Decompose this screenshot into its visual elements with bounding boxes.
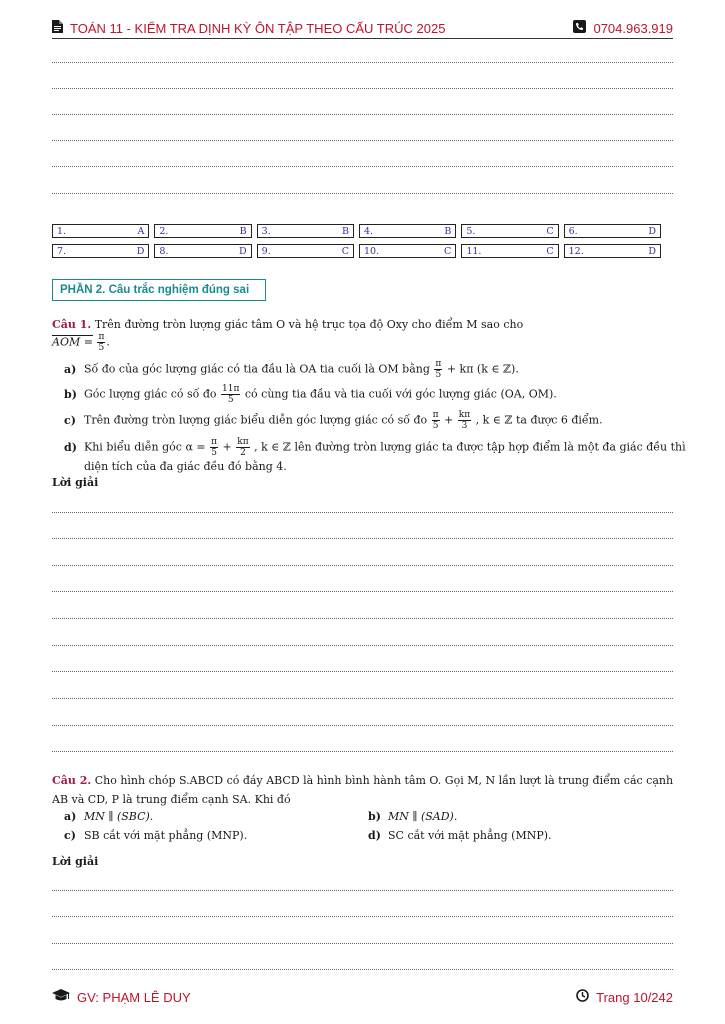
q2-stem	[52, 774, 673, 788]
answer-line	[52, 114, 673, 115]
q2-stem-text: Cho hình chóp S.ABCD có đáy ABCD là hình bình hành tâm O. Gọi M, N lần lượt là trung điểm các cạnh	[94, 774, 674, 787]
fraction: $\frac{\pi}{5}$	[432, 410, 439, 431]
header-title: TOÁN 11 - KIỂM TRA DỊNH KỲ ÔN TẬP THEO CẤU TRÚC 2025	[70, 20, 446, 36]
answer-line	[52, 140, 673, 141]
clock-icon	[576, 989, 589, 1005]
q2-option-b: b) MN ∥ (SAD).	[368, 810, 458, 823]
answer-cell: 3. B	[257, 224, 354, 238]
fraction: $\frac{k\pi}{2}$	[237, 437, 249, 458]
q1-stem-math: AOM = $\frac{\pi}{5}$ .	[52, 332, 110, 353]
answer-cell: 6. D	[564, 224, 661, 238]
q1-solution-label: Lời giải	[52, 476, 99, 489]
answer-cell: 1. A	[52, 224, 149, 238]
answer-line	[52, 725, 673, 726]
answer-line	[52, 512, 673, 513]
answer-line	[52, 969, 673, 970]
graduation-cap-icon	[52, 989, 70, 1005]
q2-solution-label: Lời giải	[52, 855, 99, 868]
teacher-name: GV: PHẠM LÊ DUY	[77, 989, 191, 1005]
q1-stem-text: Trên đường tròn lượng giác tâm O và hệ trục tọa độ Oxy cho điểm M sao cho	[94, 318, 524, 331]
q1-option-b: b) Góc lượng giác có số đo $\frac{11\pi}{5}$ có cùng tia đầu và tia cuối với góc lượng giác (OA, OM).	[64, 384, 557, 405]
answer-line	[52, 943, 673, 944]
answer-line	[52, 698, 673, 699]
q1-option-a: a) Số đo của góc lượng giác có tia đầu là OA tia cuối là OM bằng $\frac{\pi}{5}$ + kπ (k ∈ ℤ).	[64, 359, 519, 380]
fraction: $\frac{k\pi}{3}$	[458, 410, 471, 431]
answer-line	[52, 671, 673, 672]
answer-cell: 5. C	[461, 224, 558, 238]
fraction: $\frac{\pi}{5}$	[435, 359, 442, 380]
section-title: PHẦN 2. Câu trắc nghiệm đúng sai	[52, 279, 266, 301]
answer-cell: 2. B	[154, 224, 251, 238]
answer-cell: 4. B	[359, 224, 456, 238]
fraction: $\frac{\pi}{5}$	[211, 437, 218, 458]
answer-key-row	[52, 244, 661, 258]
fraction: $\frac{11\pi}{5}$	[222, 384, 240, 405]
q1-label: Câu 1.	[52, 318, 92, 331]
q2-option-a: a) MN ∥ (SBC).	[64, 810, 154, 823]
answer-line	[52, 88, 673, 89]
document-icon	[52, 20, 63, 36]
answer-line	[52, 538, 673, 539]
fraction: $\frac{\pi}{5}$	[98, 332, 105, 353]
q1-stem	[52, 318, 672, 332]
page-footer	[52, 988, 673, 1006]
q2-option-d: d) SC cắt với mặt phẳng (MNP).	[368, 829, 552, 842]
answer-cell: 11. C	[461, 244, 558, 258]
q2-option-c: c) SB cắt với mặt phẳng (MNP).	[64, 829, 248, 842]
answer-line	[52, 193, 673, 194]
answer-line	[52, 166, 673, 167]
q1-option-c: c) Trên đường tròn lượng giác biểu diễn góc lượng giác có số đo $\frac{\pi}{5}$ + $\frac{k\pi}{3}$ , k ∈ ℤ ta được 6 điểm.	[64, 410, 603, 431]
answer-line	[52, 565, 673, 566]
answer-cell: 10. C	[359, 244, 456, 258]
q1-option-d-cont: diện tích của đa giác đều đó bằng 4.	[84, 460, 287, 473]
answer-cell: 12. D	[564, 244, 661, 258]
answer-cell: 7. D	[52, 244, 149, 258]
page-header	[52, 18, 673, 39]
answer-line	[52, 890, 673, 891]
answer-line	[52, 645, 673, 646]
q2-label: Câu 2.	[52, 774, 92, 787]
answer-key-row	[52, 224, 661, 238]
answer-line	[52, 618, 673, 619]
answer-line	[52, 916, 673, 917]
answer-cell: 8. D	[154, 244, 251, 258]
answer-line	[52, 751, 673, 752]
answer-line	[52, 591, 673, 592]
q1-option-d: d) Khi biểu diễn góc α = $\frac{\pi}{5}$ + $\frac{k\pi}{2}$ , k ∈ ℤ lên đường tròn lượng giác ta được tập hợp điểm là một đa giác đều thì	[64, 437, 686, 458]
answer-line	[52, 62, 673, 63]
page-number: Trang 10/242	[596, 989, 673, 1005]
q2-stem-cont: AB và CD, P là trung điểm cạnh SA. Khi đó	[52, 793, 291, 806]
phone-icon	[573, 20, 586, 36]
answer-cell: 9. C	[257, 244, 354, 258]
header-phone: 0704.963.919	[593, 20, 673, 36]
